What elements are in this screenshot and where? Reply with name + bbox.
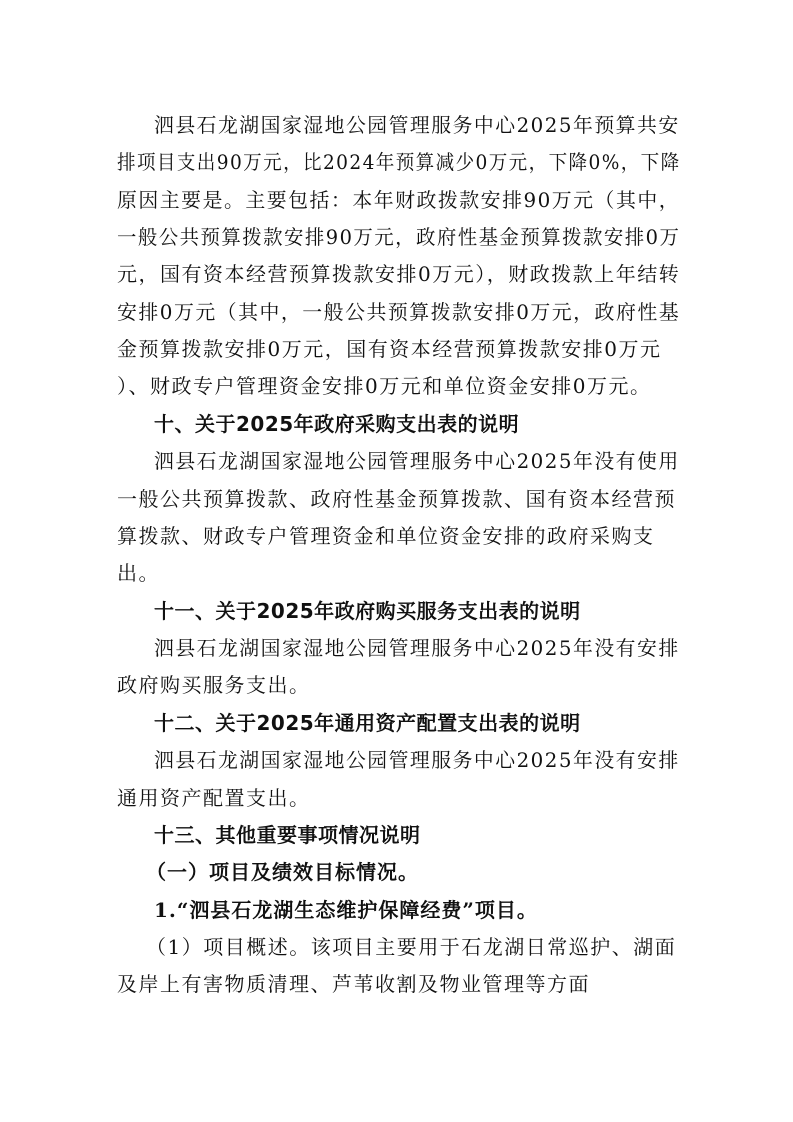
- paragraph-line: 泗县石龙湖国家湿地公园管理服务中心2025年没有安排: [154, 748, 680, 772]
- paragraph-line: 一般公共预算拨款、政府性基金预算拨款、国有资本经营预: [117, 487, 676, 511]
- paragraph-line: 元，国有资本经营预算拨款安排0万元），财政拨款上年结转: [117, 262, 681, 286]
- paragraph-line: 通用资产配置支出。: [117, 786, 311, 810]
- section-heading-10: 十、关于2025年政府采购支出表的说明: [154, 412, 520, 436]
- section-heading-12: 十二、关于2025年通用资产配置支出表的说明: [154, 711, 581, 735]
- paragraph-line: 出。: [117, 561, 160, 585]
- paragraph-line: 泗县石龙湖国家湿地公园管理服务中心2025年预算共安: [154, 113, 680, 137]
- paragraph-line: 政府购买服务支出。: [117, 673, 311, 697]
- paragraph-line: 泗县石龙湖国家湿地公园管理服务中心2025年没有安排: [154, 636, 680, 660]
- paragraph-line: 泗县石龙湖国家湿地公园管理服务中心2025年没有使用: [154, 449, 680, 473]
- paragraph-line: ）、财政专户管理资金安排0万元和单位资金安排0万元。: [117, 374, 652, 398]
- paragraph-line: 安排0万元（其中，一般公共预算拨款安排0万元，政府性基: [117, 300, 681, 324]
- paragraph-line: 及岸上有害物质清理、芦苇收割及物业管理等方面: [117, 972, 590, 996]
- paragraph-line: 排项目支出90万元，比2024年预算减少0万元，下降0%，下降: [117, 150, 681, 174]
- project-heading: 1.“泗县石龙湖生态维护保障经费”项目。: [154, 898, 538, 922]
- paragraph-line: 金预算拨款安排0万元，国有资本经营预算拨款安排0万元: [117, 337, 662, 361]
- section-heading-11: 十一、关于2025年政府购买服务支出表的说明: [154, 599, 581, 623]
- subsection-heading: （一）项目及绩效目标情况。: [146, 860, 419, 884]
- paragraph-line: （1）项目概述。该项目主要用于石龙湖日常巡护、湖面: [146, 935, 677, 959]
- paragraph-line: 一般公共预算拨款安排90万元，政府性基金预算拨款安排0万: [117, 225, 681, 249]
- paragraph-line: 原因主要是。主要包括：本年财政拨款安排90万元（其中，: [117, 188, 681, 212]
- section-heading-13: 十三、其他重要事项情况说明: [154, 823, 421, 847]
- paragraph-line: 算拨款、财政专户管理资金和单位资金安排的政府采购支: [117, 524, 655, 548]
